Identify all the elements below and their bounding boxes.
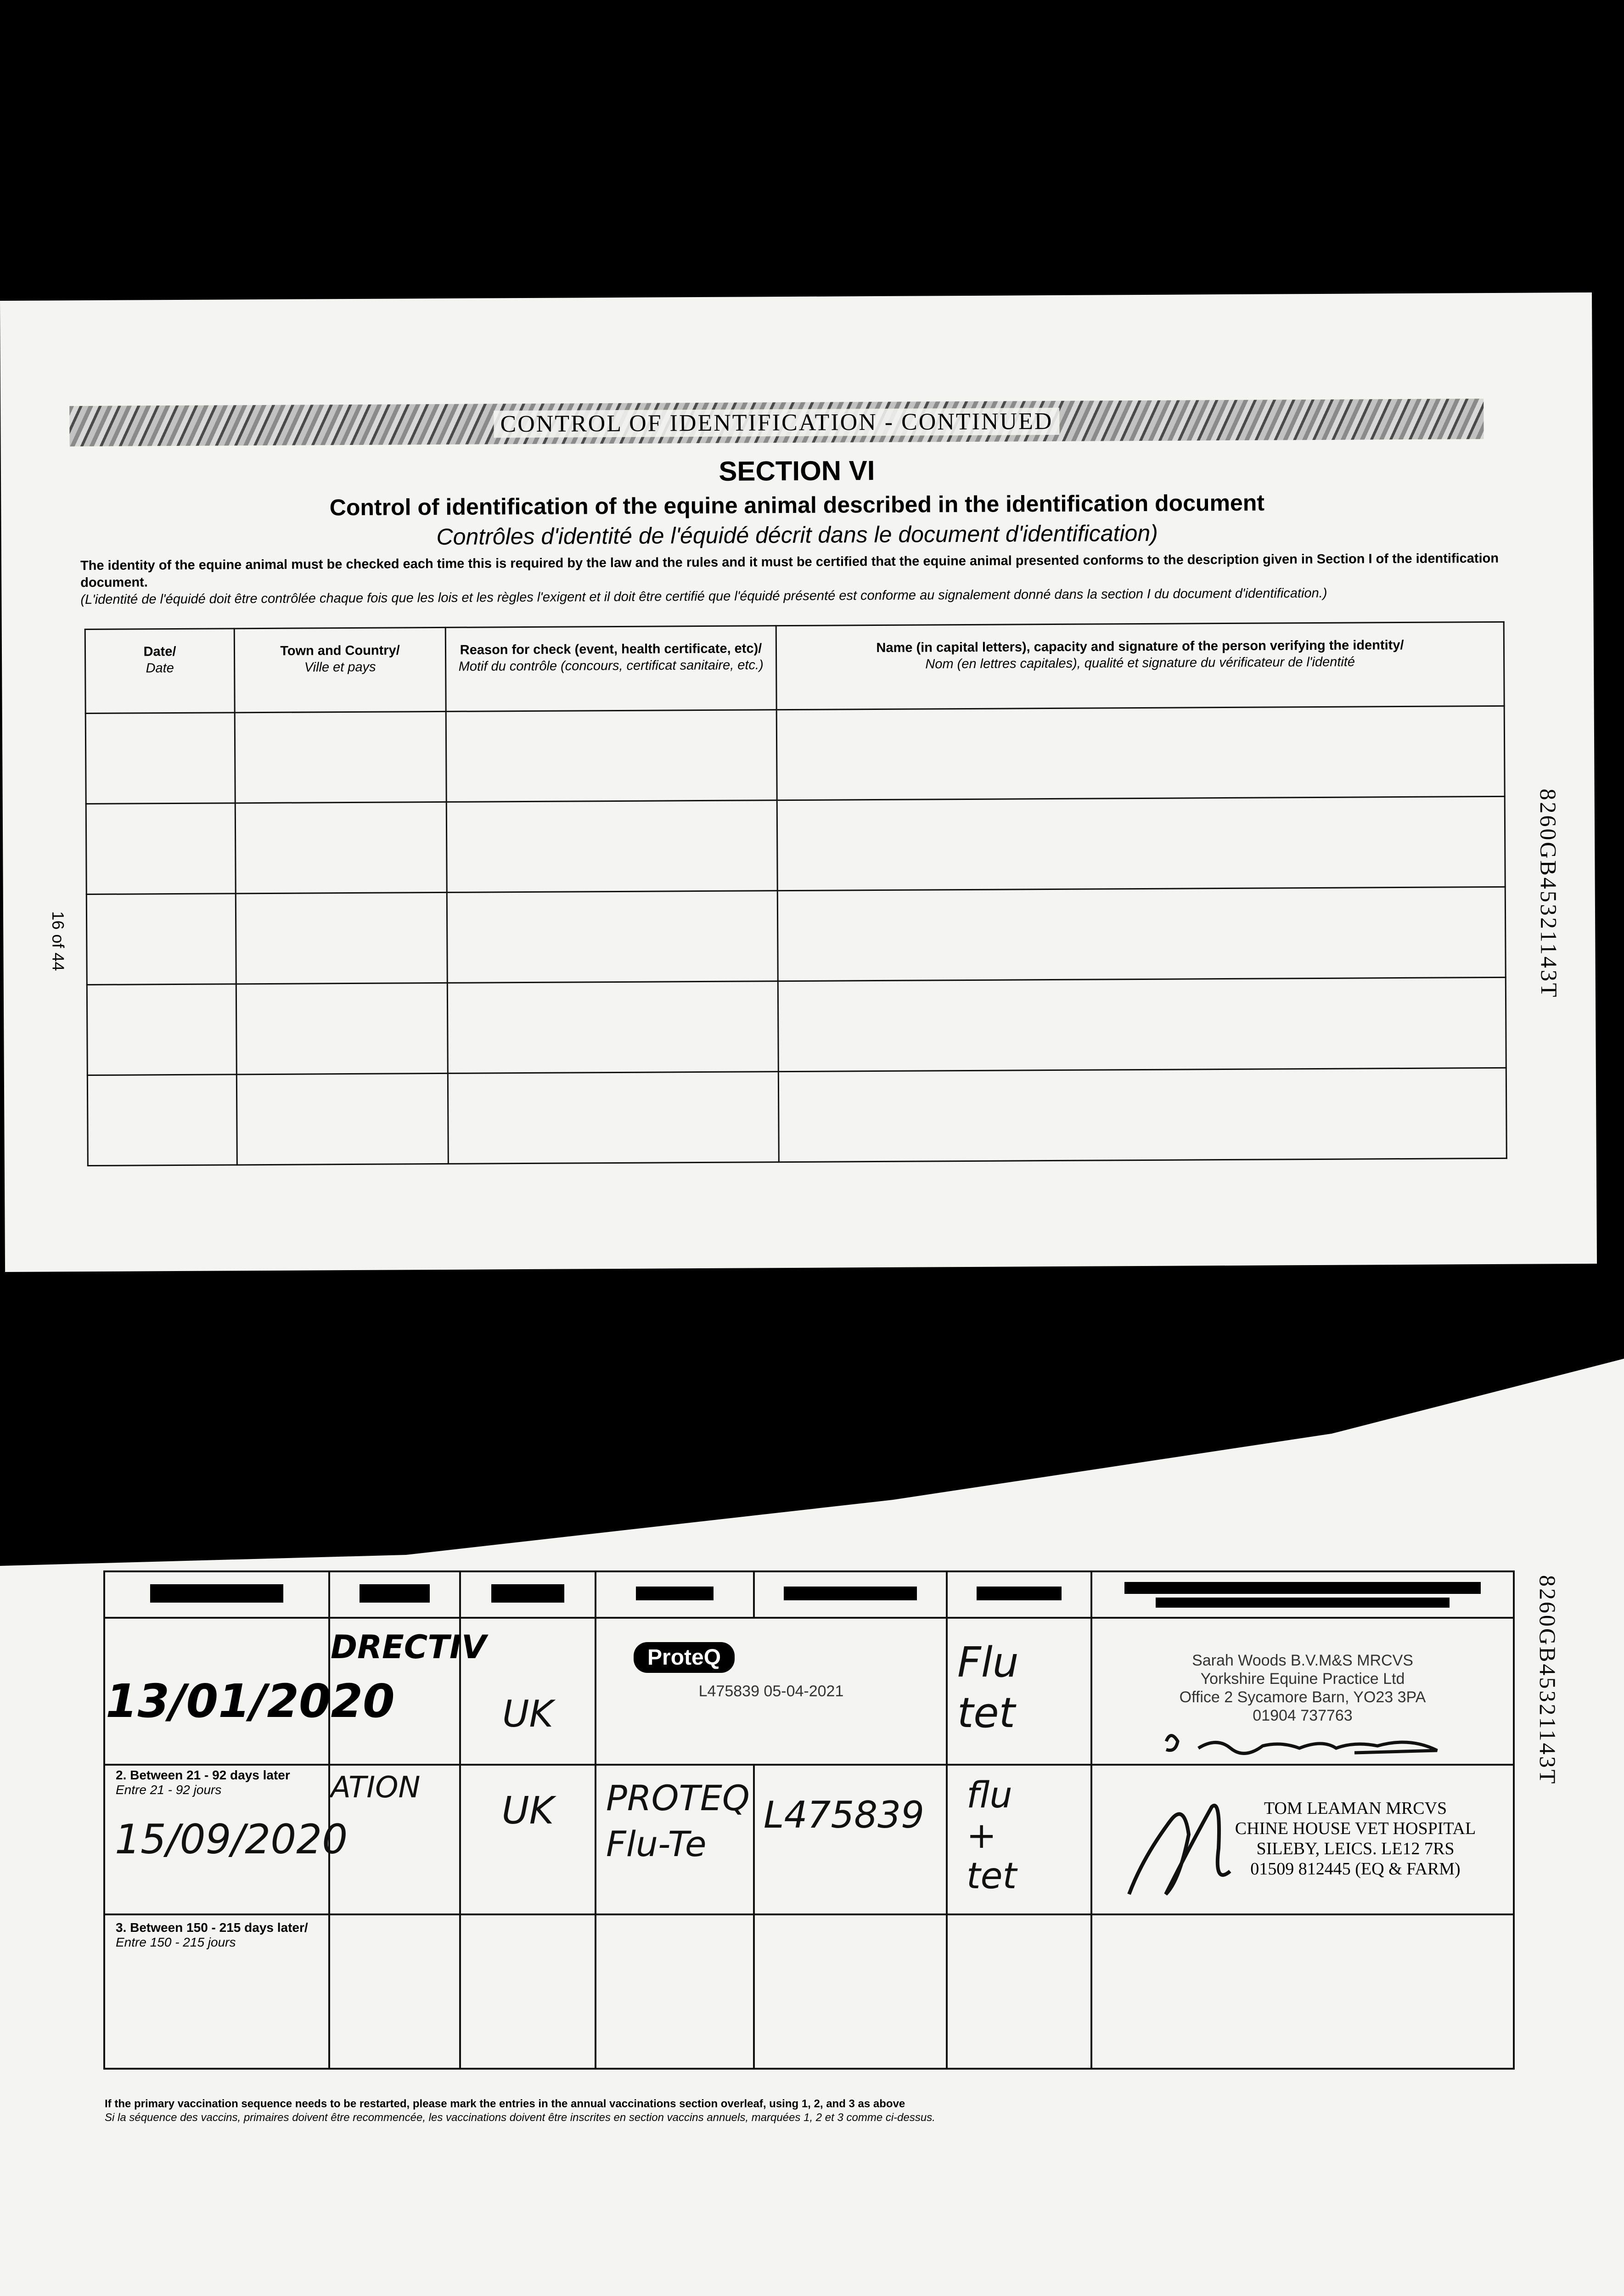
redacted-header (636, 1587, 714, 1600)
vaccine-label-sticker: ProteQ (634, 1642, 735, 1673)
redacted-header (150, 1584, 283, 1603)
redacted-header (1124, 1582, 1481, 1594)
column-header (947, 1571, 1091, 1618)
table-cell[interactable] (447, 891, 778, 983)
side-id-number: 8260GB45321143T (1535, 1575, 1561, 1786)
column-header (104, 1571, 329, 1618)
table-cell[interactable] (235, 711, 446, 803)
table-row (104, 1914, 1514, 2069)
table-cell[interactable] (236, 1073, 448, 1165)
identification-check-table (84, 621, 1507, 1166)
table-row (104, 1765, 1514, 1914)
column-header (754, 1571, 947, 1618)
product-cell[interactable]: PROTEQ Flu-Te (596, 1765, 754, 1914)
table-cell[interactable] (235, 802, 447, 893)
side-id-number: 8260GB45321143T (1535, 788, 1562, 999)
column-header (460, 1571, 596, 1618)
table-row (87, 977, 1506, 1075)
page-count: 16 of 44 (48, 911, 68, 971)
intro-text (80, 550, 1504, 608)
table-header-row (85, 622, 1504, 713)
disease-cell[interactable]: Flu tet (947, 1618, 1091, 1765)
table-row (86, 887, 1506, 985)
table-cell[interactable] (87, 984, 236, 1075)
redacted-header (491, 1584, 564, 1603)
vet-signature (1120, 1779, 1239, 1903)
vaccine-label-cell[interactable] (596, 1618, 947, 1765)
table-cell[interactable] (448, 1072, 779, 1164)
column-header-town-country: Town and Country/ Ville et pays (234, 627, 446, 712)
table-cell[interactable] (85, 713, 235, 804)
vet-stamp-line: Sarah Woods B.V.M&S MRCVS (1192, 1652, 1413, 1669)
date-cell[interactable]: 2. Between 21 - 92 days later Entre 21 - 92 jours 15/09/2020 (104, 1765, 329, 1914)
column-header (329, 1571, 460, 1618)
table-cell[interactable] (596, 1914, 754, 2069)
vet-stamp-line: Office 2 Sycamore Barn, YO23 3PA (1179, 1688, 1426, 1706)
table-row (87, 1068, 1506, 1165)
disease-cell[interactable]: flu + tet (947, 1765, 1091, 1914)
table-cell[interactable] (446, 710, 777, 802)
banner-text: CONTROL OF IDENTIFICATION - CONTINUED (494, 407, 1059, 437)
table-row (86, 796, 1505, 894)
date-cell[interactable]: 13/01/2020 (104, 1618, 329, 1765)
redacted-header (784, 1587, 917, 1600)
intro-french: (L'identité de l'équidé doit être contrôlée chaque fois que les lois et les règles l'exigent et il doit être certifié que l'équidé présenté est conforme au signalement donné dans la section I du document d'identification.) (80, 585, 1327, 608)
column-header-verifier: Name (in capital letters), capacity and signature of the person verifying the identity/ Nom (en lettres capitales), qualité et signature du vérificateur de l'identité (776, 622, 1504, 709)
document-page-vaccinations (0, 1345, 1624, 2296)
vet-stamp-line: TOM LEAMAN MRCVS (1264, 1799, 1447, 1818)
section-title: SECTION VI (719, 455, 875, 487)
vet-stamp-line: CHINE HOUSE VET HOSPITAL (1235, 1819, 1476, 1838)
footnote (105, 2097, 1298, 2125)
table-cell[interactable] (460, 1914, 596, 2069)
batch-number-small: L475839 05-04-2021 (698, 1683, 844, 1700)
table-cell[interactable] (754, 1914, 947, 2069)
place-cell[interactable]: DRECTIV (329, 1618, 460, 1765)
table-cell[interactable] (947, 1914, 1091, 2069)
vet-stamp-cell[interactable] (1091, 1765, 1514, 1914)
table-cell[interactable] (447, 981, 778, 1074)
redacted-header (977, 1587, 1062, 1600)
interval-french: Entre 150 - 215 jours (116, 1935, 236, 1949)
interval-english: 3. Between 150 - 215 days later/ (116, 1920, 308, 1935)
date-cell[interactable] (104, 1914, 329, 2069)
table-row (104, 1618, 1514, 1765)
batch-cell[interactable]: L475839 (754, 1765, 947, 1914)
table-cell[interactable] (777, 887, 1506, 981)
redacted-header (1156, 1598, 1450, 1608)
scan-shadow (0, 1345, 1624, 1566)
table-cell[interactable] (86, 803, 236, 895)
vet-stamp-line: SILEBY, LEICS. LE12 7RS (1256, 1839, 1455, 1858)
table-cell[interactable] (778, 977, 1506, 1071)
table-cell[interactable] (777, 796, 1505, 890)
interval-french: Entre 21 - 92 jours (116, 1783, 222, 1797)
table-cell[interactable] (446, 800, 777, 893)
country-cell[interactable]: UK (460, 1618, 596, 1765)
vet-stamp-cell[interactable] (1091, 1618, 1514, 1765)
footnote-english: If the primary vaccination sequence needs to be restarted, please mark the entries in the annual vaccinations section overleaf, using 1, 2, and 3 as above (105, 2098, 905, 2110)
table-cell[interactable] (236, 983, 448, 1074)
table-cell[interactable] (236, 892, 447, 984)
column-header-reason: Reason for check (event, health certificate, etc)/ Motif du contrôle (concours, certificat sanitaire, etc.) (445, 626, 776, 712)
document-page-section-vi (0, 293, 1597, 1272)
redacted-header (360, 1584, 430, 1603)
vet-stamp-line: Yorkshire Equine Practice Ltd (1200, 1670, 1405, 1688)
table-cell[interactable] (86, 894, 236, 985)
vet-signature (1162, 1728, 1446, 1760)
column-header (1091, 1571, 1514, 1618)
column-header-date: Date/ Date (85, 629, 235, 714)
vaccination-table (103, 1570, 1515, 2070)
table-cell[interactable] (87, 1075, 237, 1166)
table-cell[interactable] (776, 706, 1505, 800)
intro-english: The identity of the equine animal must be checked each time this is required by the law and the rules and it must be certified that the equine animal presented conforms to the description given in Section I of the identification document. (80, 551, 1499, 591)
vet-stamp-line: 01509 812445 (EQ & FARM) (1250, 1859, 1461, 1879)
vet-stamp-line: 01904 737763 (1253, 1707, 1353, 1724)
table-row (85, 706, 1505, 804)
section-banner (69, 399, 1484, 446)
heading-english: Control of identification of the equine animal described in the identification document (329, 490, 1265, 521)
table-cell[interactable] (778, 1068, 1506, 1162)
place-cell[interactable]: ATION (329, 1765, 460, 1914)
footnote-french: Si la séquence des vaccins, primaires doivent être recommencée, les vaccinations doivent être inscrites en section vaccins annuels, marquées 1, 2 et 3 comme ci-dessus. (105, 2111, 935, 2124)
table-header-row (104, 1571, 1514, 1618)
column-header (596, 1571, 754, 1618)
table-cell[interactable] (1091, 1914, 1514, 2069)
table-cell[interactable] (329, 1914, 460, 2069)
heading-french: Contrôles d'identité de l'équidé décrit dans le document d'identification) (436, 520, 1158, 550)
country-cell[interactable]: UK (460, 1765, 596, 1914)
interval-english: 2. Between 21 - 92 days later (116, 1768, 290, 1782)
